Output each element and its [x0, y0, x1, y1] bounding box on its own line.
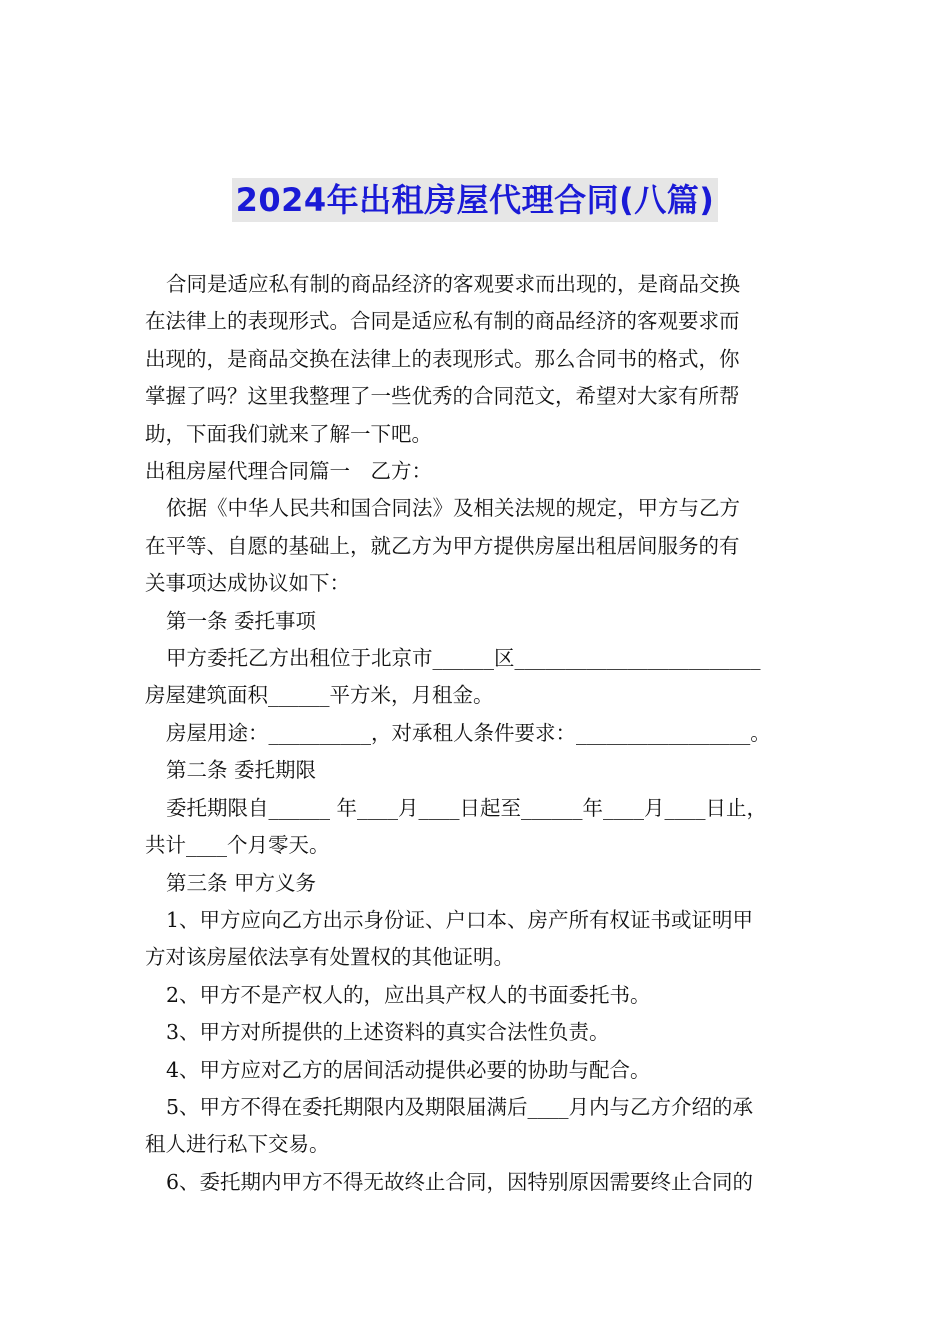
- text-line: 出租房屋代理合同篇一 乙方：: [145, 459, 432, 484]
- text-line: 第三条 甲方义务: [166, 870, 317, 895]
- text-line: 方对该房屋依法享有处置权的其他证明。: [145, 945, 514, 970]
- text-line: 房屋建筑面积______平方米，月租金。: [145, 683, 494, 708]
- text-line: 房屋用途：__________，对承租人条件要求：_________________。: [166, 720, 771, 745]
- text-line: 共计____个月零天。: [145, 833, 330, 858]
- text-line: 甲方委托乙方出租位于北京市______区________________________: [166, 646, 761, 671]
- text-line: 2、甲方不是产权人的，应出具产权人的书面委托书。: [166, 982, 651, 1007]
- text-line: 第一条 委托事项: [166, 608, 317, 633]
- text-line: 4、甲方应对乙方的居间活动提供必要的协助与配合。: [166, 1057, 651, 1082]
- text-line: 第二条 委托期限: [166, 758, 317, 783]
- text-line: 租人进行私下交易。: [145, 1132, 330, 1157]
- document-body: [145, 266, 813, 1201]
- text-line: 合同是适应私有制的商品经济的客观要求而出现的，是商品交换: [166, 272, 740, 296]
- text-line: 关事项达成协议如下：: [145, 571, 350, 596]
- text-line: 在法律上的表现形式。合同是适应私有制的商品经济的客观要求而: [145, 309, 740, 334]
- text-line: 掌握了吗？这里我整理了一些优秀的合同范文，希望对大家有所帮: [145, 384, 740, 409]
- text-line: 依据《中华人民共和国合同法》及相关法规的规定，甲方与乙方: [166, 496, 740, 521]
- text-line: 在平等、自愿的基础上，就乙方为甲方提供房屋出租居间服务的有: [145, 533, 740, 558]
- text-line: 助，下面我们就来了解一下吧。: [145, 421, 432, 446]
- text-line: 1、甲方应向乙方出示身份证、户口本、房产所有权证书或证明甲: [166, 907, 754, 932]
- document-title: 2024年出租房屋代理合同(八篇): [232, 178, 719, 222]
- title-wrap: [0, 178, 950, 222]
- text-line: 3、甲方对所提供的上述资料的真实合法性负责。: [166, 1020, 610, 1045]
- text-line: 6、委托期内甲方不得无故终止合同，因特别原因需要终止合同的: [166, 1169, 754, 1194]
- text-line: 委托期限自______ 年____月____日起至______年____月____日止，: [166, 795, 768, 820]
- text-line: 出现的，是商品交换在法律上的表现形式。那么合同书的格式，你: [145, 346, 740, 371]
- text-line: 5、甲方不得在委托期限内及期限届满后____月内与乙方介绍的承: [166, 1094, 754, 1119]
